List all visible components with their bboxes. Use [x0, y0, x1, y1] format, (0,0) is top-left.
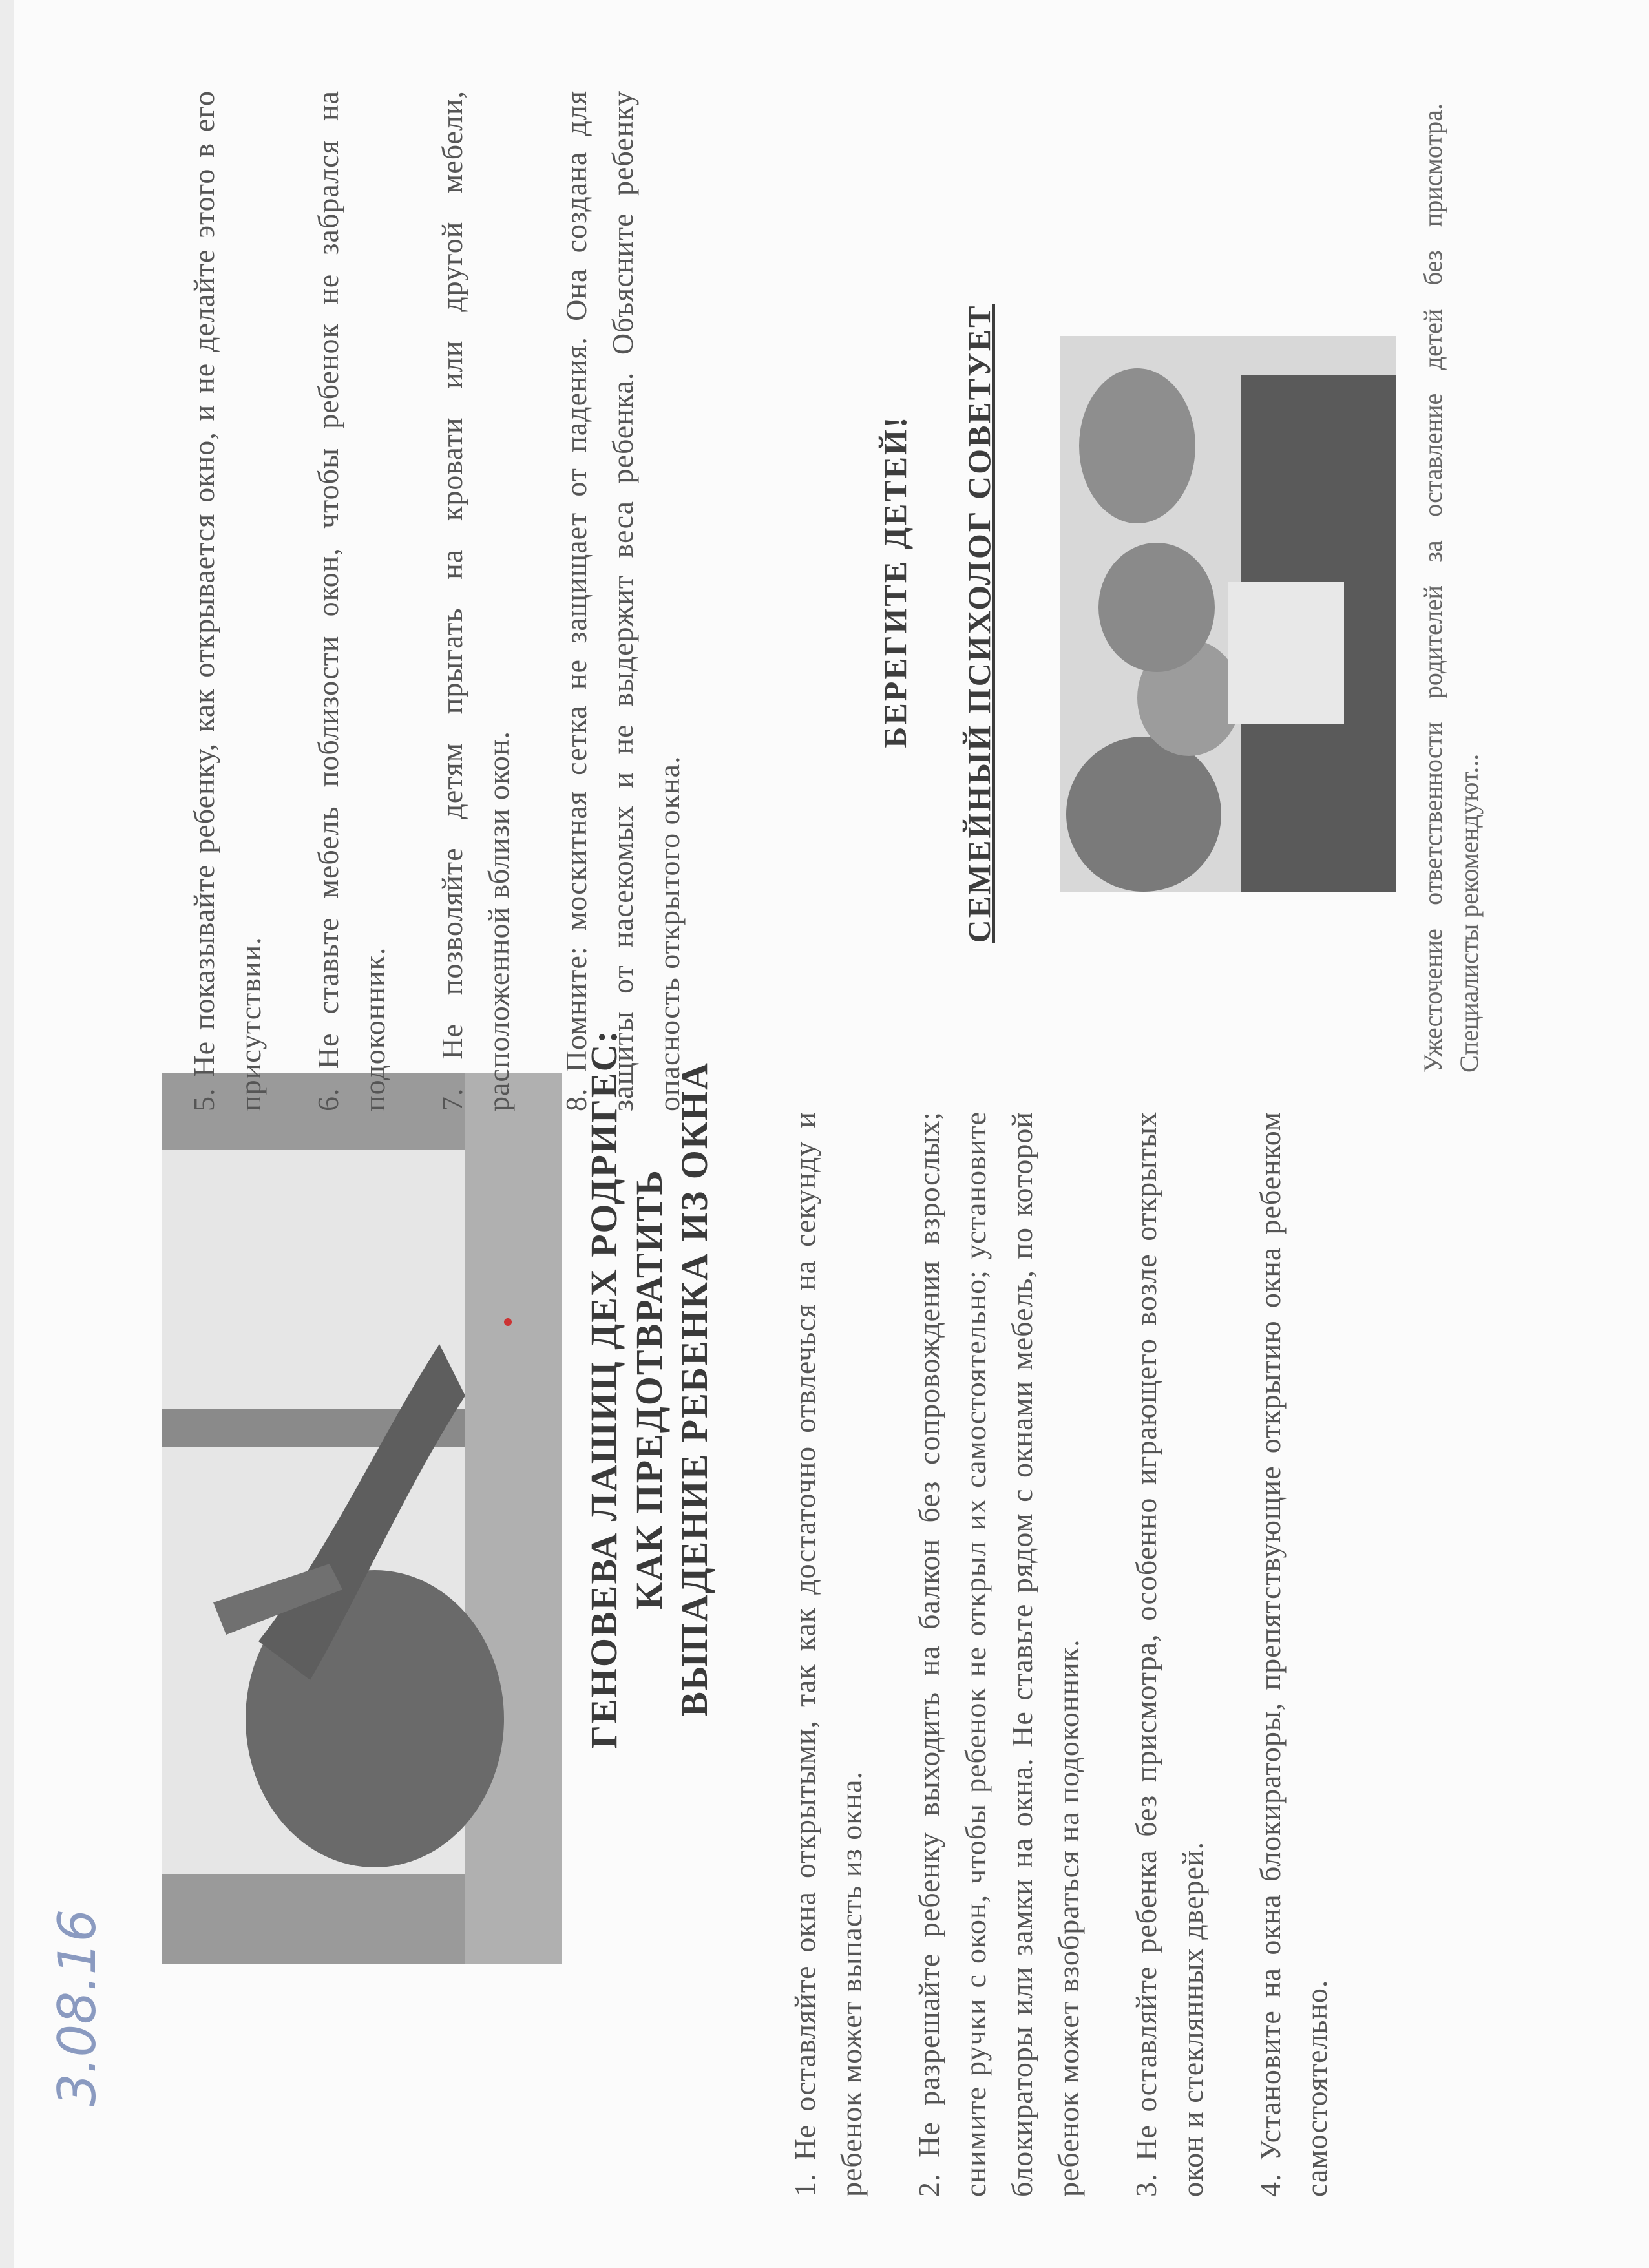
list-item: 8. Помните: москитная сетка не защищает от падения. Она создана для защиты от насекомых и не выдержит веса ребенка. Объясните ребенку опасность открытого окна.: [560, 90, 686, 1111]
left-body: [782, 1111, 1512, 2197]
heading-line-2: КАК ПРЕДОТВРАТИТЬ: [628, 1169, 670, 1610]
list-item: 2. Не разрешайте ребенку выходить на балкон без сопровождения взрослых; снимите ручки с окон, чтобы ребенок не открыл их самостоятельно; установите блокираторы или замки на окна. Не ставьте рядом с окнами мебель, по которой ребенок может взобраться на подоконник.: [912, 1111, 1085, 2197]
list-item: 7. Не позволяйте детям прыгать на кровати или другой мебели, расположенной вблизи окон.: [436, 90, 515, 1111]
family-photo: [1060, 336, 1396, 892]
heading-line-1: ГЕНОВЕВА ЛАШИЦ ДЕХ РОДРИГЕС:: [583, 1029, 625, 1749]
list-item: 5. Не показывайте ребенку, как открывается окно, и не делайте этого в его присутствии.: [187, 90, 267, 1111]
list-item: 4. Установите на окна блокираторы, препятствующие открытию окна ребенком самостоятельно.: [1254, 1111, 1333, 2197]
heading-line-3: ВЫПАДЕНИЕ РЕБЕНКА ИЗ ОКНА: [673, 1062, 715, 1717]
subheading: БЕРЕГИТЕ ДЕТЕЙ!: [877, 415, 913, 748]
right-body: [181, 90, 846, 1111]
scan-edge: [0, 0, 14, 2268]
handwritten-date: 3.08.16: [47, 1909, 107, 2106]
list-item: 6. Не ставьте мебель поблизости окон, чтобы ребенок не забрался на подоконник.: [311, 90, 391, 1111]
list-item: 3. Не оставляйте ребенка без присмотра, особенно играющего возле открытых окон и стеклянных дверей.: [1129, 1111, 1209, 2197]
section-title: СЕМЕЙНЫЙ ПСИХОЛОГ СОВЕТУЕТ: [961, 304, 997, 943]
list-item: 1. Не оставляйте окна открытыми, так как достаточно отвлечься на секунду и ребенок может выпасть из окна.: [788, 1111, 868, 2197]
photo-caption: Ужесточение ответственности родителей за оставление детей без присмотра. Специалисты рекомендуют...: [1418, 103, 1484, 1073]
child-at-window-photo: [162, 1073, 562, 1964]
red-mark: [504, 1318, 512, 1326]
